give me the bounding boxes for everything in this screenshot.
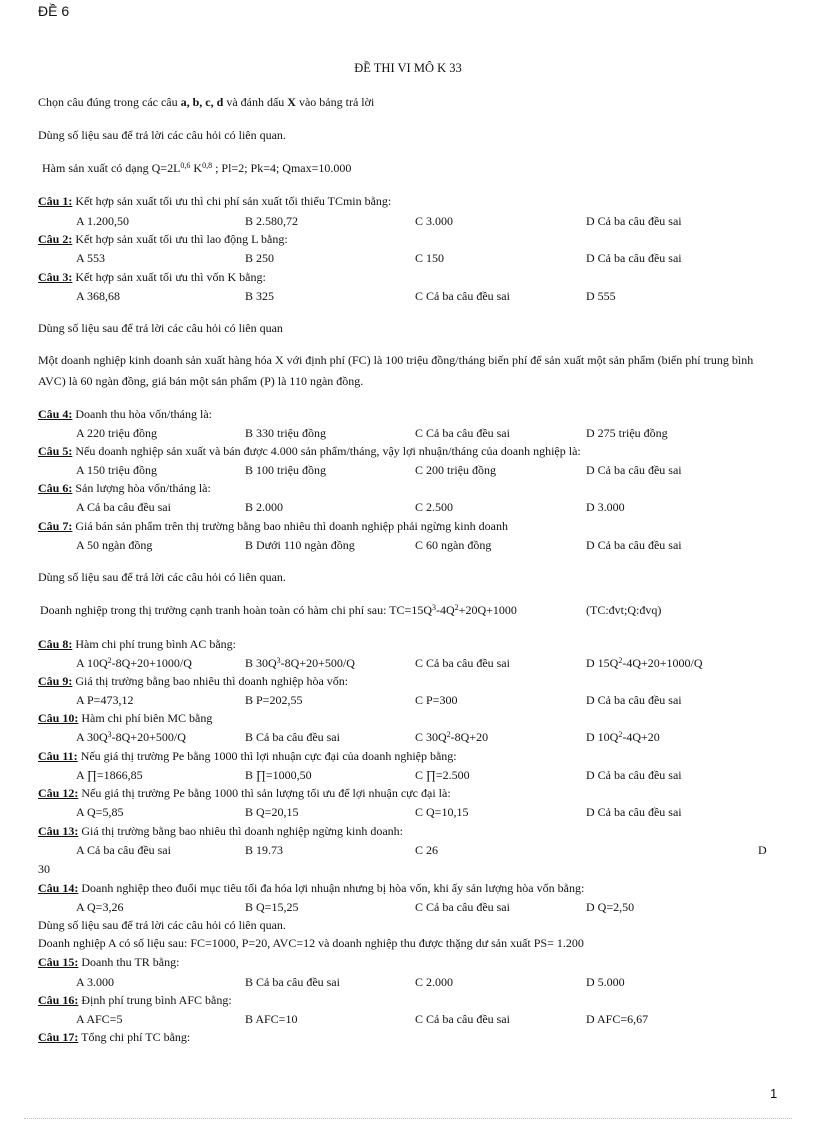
option-c: C 2.000: [415, 975, 454, 989]
option-c: C 26: [415, 843, 439, 857]
page-number: 1: [770, 1086, 778, 1101]
question-11: Câu 11: Nếu giá thị trường Pe bằng 1000 thì lợi nhuận cực đại của doanh nghiệp bằng:: [38, 749, 457, 763]
option-a: A 1.200,50: [76, 214, 130, 228]
exam-code-label: ĐỀ 6: [38, 3, 70, 19]
question-2: Câu 2: Kết hợp sản xuất tối ưu thì lao động L bằng:: [38, 232, 288, 246]
option-b: B ∏=1000,50: [245, 768, 312, 782]
question-13: Câu 13: Giá thị trường bằng bao nhiêu thì doanh nghiệp ngừng kinh doanh:: [38, 824, 403, 838]
option-a: A $30Q^3-8Q+20+500/Q$: [76, 730, 186, 744]
production-function: Hàm sản xuất có dạng $Q=2L^{0,6}$ K$^{0,8}$ ; Pl=2; Pk=4; Qmax=10.000: [42, 161, 352, 175]
option-b: B P=202,55: [245, 693, 303, 707]
question-9: Câu 9: Giá thị trường bằng bao nhiêu thì doanh nghiệp hòa vốn:: [38, 674, 349, 688]
question-15: Câu 15: Doanh thu TR bằng:: [38, 955, 180, 969]
option-a: A 220 triệu đồng: [76, 426, 157, 440]
option-c: C ∏=2.500: [415, 768, 470, 782]
question-7: Câu 7: Giá bán sản phẩm trên thị trường bằng bao nhiêu thì doanh nghiệp phải ngừng kinh doanh: [38, 519, 508, 533]
option-b: B 100 triệu đồng: [245, 463, 326, 477]
option-d: D Cả ba câu đều sai: [586, 251, 682, 265]
option-d: D Cả ba câu đều sai: [586, 538, 682, 552]
question-10: Câu 10: Hàm chi phí biên MC bằng: [38, 711, 213, 725]
option-d: D 3.000: [586, 500, 625, 514]
option-b: B $30Q^3-8Q+20+500/Q$: [245, 656, 355, 670]
option-c: C 2.500: [415, 500, 454, 514]
option-b: B 2.000: [245, 500, 284, 514]
option-b: B AFC=10: [245, 1012, 298, 1026]
option-d-value: 30: [38, 862, 50, 876]
option-d: D $15Q^2-4Q+20+1000/Q$: [586, 656, 703, 670]
option-c: C 60 ngàn đồng: [415, 538, 492, 552]
unit-note: (TC:đvt;Q:đvq): [586, 603, 662, 617]
option-b: B Cả ba câu đều sai: [245, 975, 340, 989]
option-d: D 555: [586, 289, 616, 303]
option-a: A Cả ba câu đều sai: [76, 843, 171, 857]
option-b: B 250: [245, 251, 275, 265]
option-c: C 150: [415, 251, 445, 265]
intro-text: Dùng số liệu sau để trả lời các câu hỏi có liên quan: [38, 321, 283, 335]
option-d: D Cả ba câu đều sai: [586, 463, 682, 477]
intro-text: Dùng số liệu sau để trả lời các câu hỏi có liên quan.: [38, 128, 286, 142]
option-a: A 553: [76, 251, 106, 265]
option-d: D AFC=6,67: [586, 1012, 649, 1026]
option-b: B 330 triệu đồng: [245, 426, 326, 440]
question-14: Câu 14: Doanh nghiệp theo đuổi mục tiêu tối đa hóa lợi nhuận nhưng bị hòa vốn, khi ấy sản lượng hòa vốn bằng:: [38, 881, 585, 895]
option-d: D $10Q^2-4Q+20$: [586, 730, 660, 744]
intro-text: Dùng số liệu sau để trả lời các câu hỏi có liên quan.: [38, 918, 286, 932]
option-d: D: [758, 843, 767, 857]
option-d: D Q=2,50: [586, 900, 635, 914]
option-c: C P=300: [415, 693, 458, 707]
option-b: B 325: [245, 289, 275, 303]
option-d: D Cả ba câu đều sai: [586, 768, 682, 782]
option-a: A ∏=1866,85: [76, 768, 143, 782]
question-5: Câu 5: Nếu doanh nghiệp sản xuất và bán được 4.000 sản phẩm/tháng, vậy lợi nhuận/tháng của doanh nghiệp là:: [38, 444, 581, 458]
option-a: A 50 ngàn đồng: [76, 538, 153, 552]
option-c: C Cả ba câu đều sai: [415, 426, 510, 440]
page-title: ĐỀ THI VI MÔ K 33: [354, 61, 462, 75]
option-a: A Q=3,26: [76, 900, 124, 914]
question-8: Câu 8: Hàm chi phí trung bình AC bằng:: [38, 637, 236, 651]
question-12: Câu 12: Nếu giá thị trường Pe bằng 1000 thì sản lượng tối ưu để lợi nhuận cực đại là:: [38, 786, 451, 800]
instructions: Chọn câu đúng trong các câu a, b, c, d và đánh dấu X vào bảng trả lời: [38, 95, 375, 109]
option-c: C Cả ba câu đều sai: [415, 1012, 510, 1026]
question-17: Câu 17: Tổng chi phí TC bằng:: [38, 1030, 191, 1044]
option-c: C Q=10,15: [415, 805, 469, 819]
option-d: D Cả ba câu đều sai: [586, 693, 682, 707]
option-d: D Cả ba câu đều sai: [586, 805, 682, 819]
option-b: B 2.580,72: [245, 214, 299, 228]
question-6: Câu 6: Sản lượng hòa vốn/tháng là:: [38, 481, 211, 495]
option-d: D 275 triệu đồng: [586, 426, 668, 440]
option-a: A 368,68: [76, 289, 121, 303]
option-b: B Q=15,25: [245, 900, 299, 914]
option-a: A 3.000: [76, 975, 115, 989]
option-a: A Q=5,85: [76, 805, 124, 819]
intro-text: Dùng số liệu sau để trả lời các câu hỏi có liên quan.: [38, 570, 286, 584]
option-b: B Q=20,15: [245, 805, 299, 819]
question-16: Câu 16: Định phí trung bình AFC bằng:: [38, 993, 232, 1007]
option-c: C 3.000: [415, 214, 454, 228]
cost-function: Doanh nghiệp trong thị trường cạnh tranh hoàn toàn có hàm chi phí sau: $TC=15Q^3-4Q^2+20Q+1000$: [40, 603, 517, 617]
question-4: Câu 4: Doanh thu hòa vốn/tháng là:: [38, 407, 212, 421]
option-b: B 19.73: [245, 843, 284, 857]
option-b: B Dưới 110 ngàn đồng: [245, 538, 355, 552]
option-b: B Cả ba câu đều sai: [245, 730, 340, 744]
scenario-text: Doanh nghiệp A có số liệu sau: FC=1000, P=20, AVC=12 và doanh nghiệp thu được thặng dư sản xuất PS= 1.200: [38, 936, 584, 950]
page-bottom-divider: [24, 1118, 792, 1119]
option-c: C Cả ba câu đều sai: [415, 900, 510, 914]
option-c: C Cả ba câu đều sai: [415, 289, 510, 303]
option-a: A P=473,12: [76, 693, 134, 707]
option-a: A $10Q^2-8Q+20+1000/Q$: [76, 656, 192, 670]
option-d: D Cả ba câu đều sai: [586, 214, 682, 228]
question-3: Câu 3: Kết hợp sản xuất tối ưu thì vốn K bằng:: [38, 270, 266, 284]
option-c: C 200 triệu đồng: [415, 463, 496, 477]
question-1: Câu 1: Kết hợp sản xuất tối ưu thì chi phí sản xuất tối thiểu TCmin bằng:: [38, 194, 392, 208]
option-a: A 150 triệu đồng: [76, 463, 157, 477]
option-a: A Cả ba câu đều sai: [76, 500, 171, 514]
scenario-paragraph: Một doanh nghiệp kinh doanh sản xuất hàng hóa X với định phí (FC) là 100 triệu đồng/tháng biến phí để sản xuất một sản phẩm (biến phí trung bình AVC) là 60 ngàn đồng, giá bán một sản phẩm (P) là 110 ngàn đồng.: [38, 353, 754, 388]
option-c: C Cả ba câu đều sai: [415, 656, 510, 670]
option-d: D 5.000: [586, 975, 625, 989]
option-a: A AFC=5: [76, 1012, 123, 1026]
option-c: C $30Q^2-8Q+20$: [415, 730, 489, 744]
